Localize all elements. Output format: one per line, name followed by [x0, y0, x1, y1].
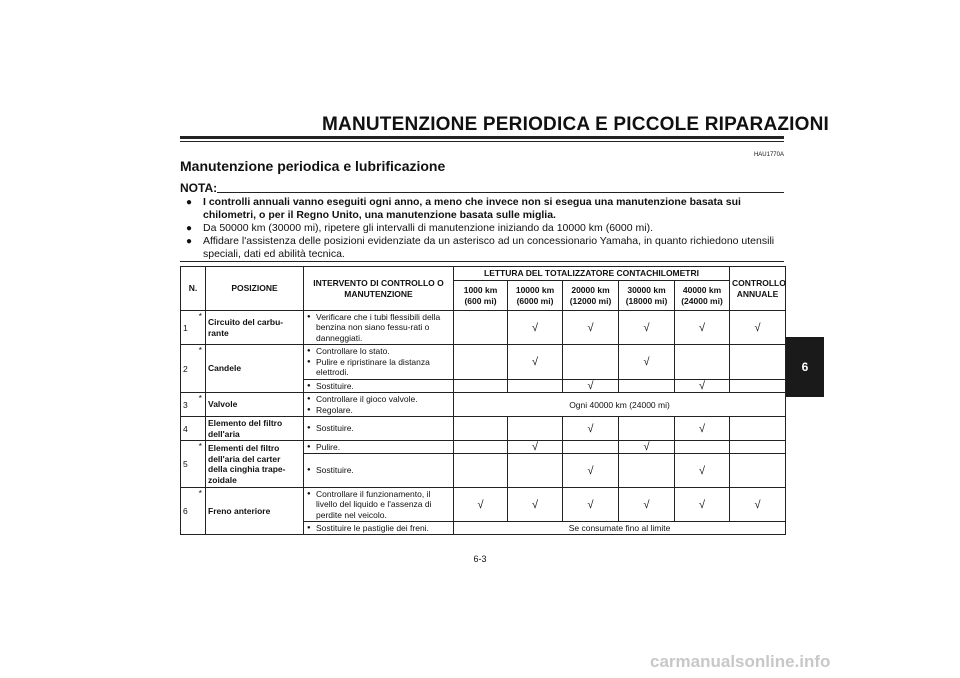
- row-position: Valvole: [206, 393, 304, 417]
- asterisk: *: [196, 488, 206, 535]
- header-action: INTERVENTO DI CONTROLLO O MANUTENZIONE: [304, 267, 454, 311]
- header-40000km: 40000 km (24000 mi): [675, 281, 730, 311]
- bullet-icon: ●: [186, 223, 193, 234]
- check-mark: √: [508, 311, 563, 345]
- table-row: [181, 488, 786, 522]
- row-number: 6: [181, 488, 196, 535]
- row-number: 3: [181, 393, 196, 417]
- check-mark: √: [619, 345, 675, 380]
- header-10000km: 10000 km (6000 mi): [508, 281, 563, 311]
- check-mark: √: [563, 488, 619, 522]
- row-position: Circuito del carbu-rante: [206, 311, 304, 345]
- header-1000km: 1000 km (600 mi): [454, 281, 508, 311]
- cell-1000km: [454, 311, 508, 345]
- row-number: 4: [181, 417, 196, 441]
- row-action: ● Pulire.: [304, 441, 454, 454]
- row-action: ● Controllare il funzionamento, il livello del liquido e l'assenza di perdite nel veicolo.: [304, 488, 454, 522]
- row-action: ● Sostituire.: [304, 380, 454, 393]
- bullet-icon: ●: [186, 197, 193, 208]
- check-mark: √: [619, 311, 675, 345]
- check-mark: √: [508, 441, 563, 454]
- check-mark: √: [508, 488, 563, 522]
- check-mark: √: [619, 441, 675, 454]
- note-label: NOTA:: [180, 181, 218, 195]
- asterisk: *: [196, 441, 206, 488]
- row-action: ● Sostituire.: [304, 454, 454, 488]
- check-mark: √: [675, 417, 730, 441]
- table-row: [181, 393, 786, 417]
- note-item: ● Da 50000 km (30000 mi), ripetere gli intervalli di manutenzione iniziando da 10000 km (6000 mi).: [186, 222, 653, 234]
- note-item: ● Affidare l'assistenza delle posizioni evidenziate da un asterisco ad un concessionario Yamaha, in quanto richiedono utensili speciali, dati ed abilità tecnica.: [186, 235, 775, 260]
- row-number: 5: [181, 441, 196, 488]
- check-mark: √: [563, 417, 619, 441]
- note-rule: [217, 192, 784, 193]
- row-position: Freno anteriore: [206, 488, 304, 535]
- table-row: [181, 417, 786, 441]
- check-mark: √: [563, 380, 619, 393]
- row-action: ● Controllare lo stato. ● Pulire e ripristinare la distanza elettrodi.: [304, 345, 454, 380]
- header-odometer: LETTURA DEL TOTALIZZATORE CONTACHILOMETRI: [454, 267, 730, 281]
- header-n: N.: [181, 267, 206, 311]
- check-mark: √: [675, 311, 730, 345]
- header-rule: [180, 136, 784, 139]
- note-item: ● I controlli annuali vanno eseguiti ogni anno, a meno che invece non si esegua una manutenzione basata sui chilometri, o per il Regno Unito, una manutenzione basata sulle miglia.: [186, 196, 741, 221]
- page-header: MANUTENZIONE PERIODICA E PICCOLE RIPARAZIONI: [322, 114, 830, 135]
- row-action: ● Sostituire le pastiglie dei freni.: [304, 522, 454, 535]
- check-mark: √: [675, 488, 730, 522]
- row-position: Elementi del filtro dell'aria del carter della cinghia trape-zoidale: [206, 441, 304, 488]
- row-action: ● Verificare che i tubi flessibili della benzina non siano fessu-rati o danneggiati.: [304, 311, 454, 345]
- header-position: POSIZIONE: [206, 267, 304, 311]
- header-annual: CONTROLLO ANNUALE: [730, 267, 786, 311]
- header-30000km: 30000 km (18000 mi): [619, 281, 675, 311]
- check-mark: √: [675, 454, 730, 488]
- page-number: 6-3: [473, 554, 487, 564]
- interval-note: Se consumate fino al limite: [454, 522, 786, 535]
- doc-code: HAU1770A: [753, 152, 784, 158]
- header-20000km: 20000 km (12000 mi): [563, 281, 619, 311]
- bullet-icon: ●: [186, 236, 193, 247]
- notes-end-rule: [180, 261, 784, 262]
- table-row: [181, 345, 786, 380]
- watermark: carmanualsonline.info: [650, 652, 831, 671]
- row-number: 1: [181, 311, 196, 345]
- check-mark: √: [675, 380, 730, 393]
- check-mark: √: [730, 488, 786, 522]
- header-rule-thin: [180, 141, 784, 142]
- row-number: 2: [181, 345, 196, 393]
- interval-note: Ogni 40000 km (24000 mi): [454, 393, 786, 417]
- chapter-tab: 6: [786, 337, 824, 397]
- check-mark: √: [619, 488, 675, 522]
- table-row: [181, 311, 786, 345]
- asterisk: *: [196, 393, 206, 417]
- row-position: Candele: [206, 345, 304, 393]
- section-title: Manutenzione periodica e lubrificazione: [180, 158, 446, 174]
- check-mark: √: [730, 311, 786, 345]
- row-action: ● Controllare il gioco valvole. ● Regolare.: [304, 393, 454, 417]
- check-mark: √: [454, 488, 508, 522]
- row-action: ● Sostituire.: [304, 417, 454, 441]
- check-mark: √: [563, 311, 619, 345]
- maintenance-table: [180, 266, 786, 535]
- table-row: [181, 441, 786, 454]
- check-mark: √: [563, 454, 619, 488]
- asterisk: *: [196, 311, 206, 345]
- row-position: Elemento del filtro dell'aria: [206, 417, 304, 441]
- asterisk: *: [196, 345, 206, 393]
- check-mark: √: [508, 345, 563, 380]
